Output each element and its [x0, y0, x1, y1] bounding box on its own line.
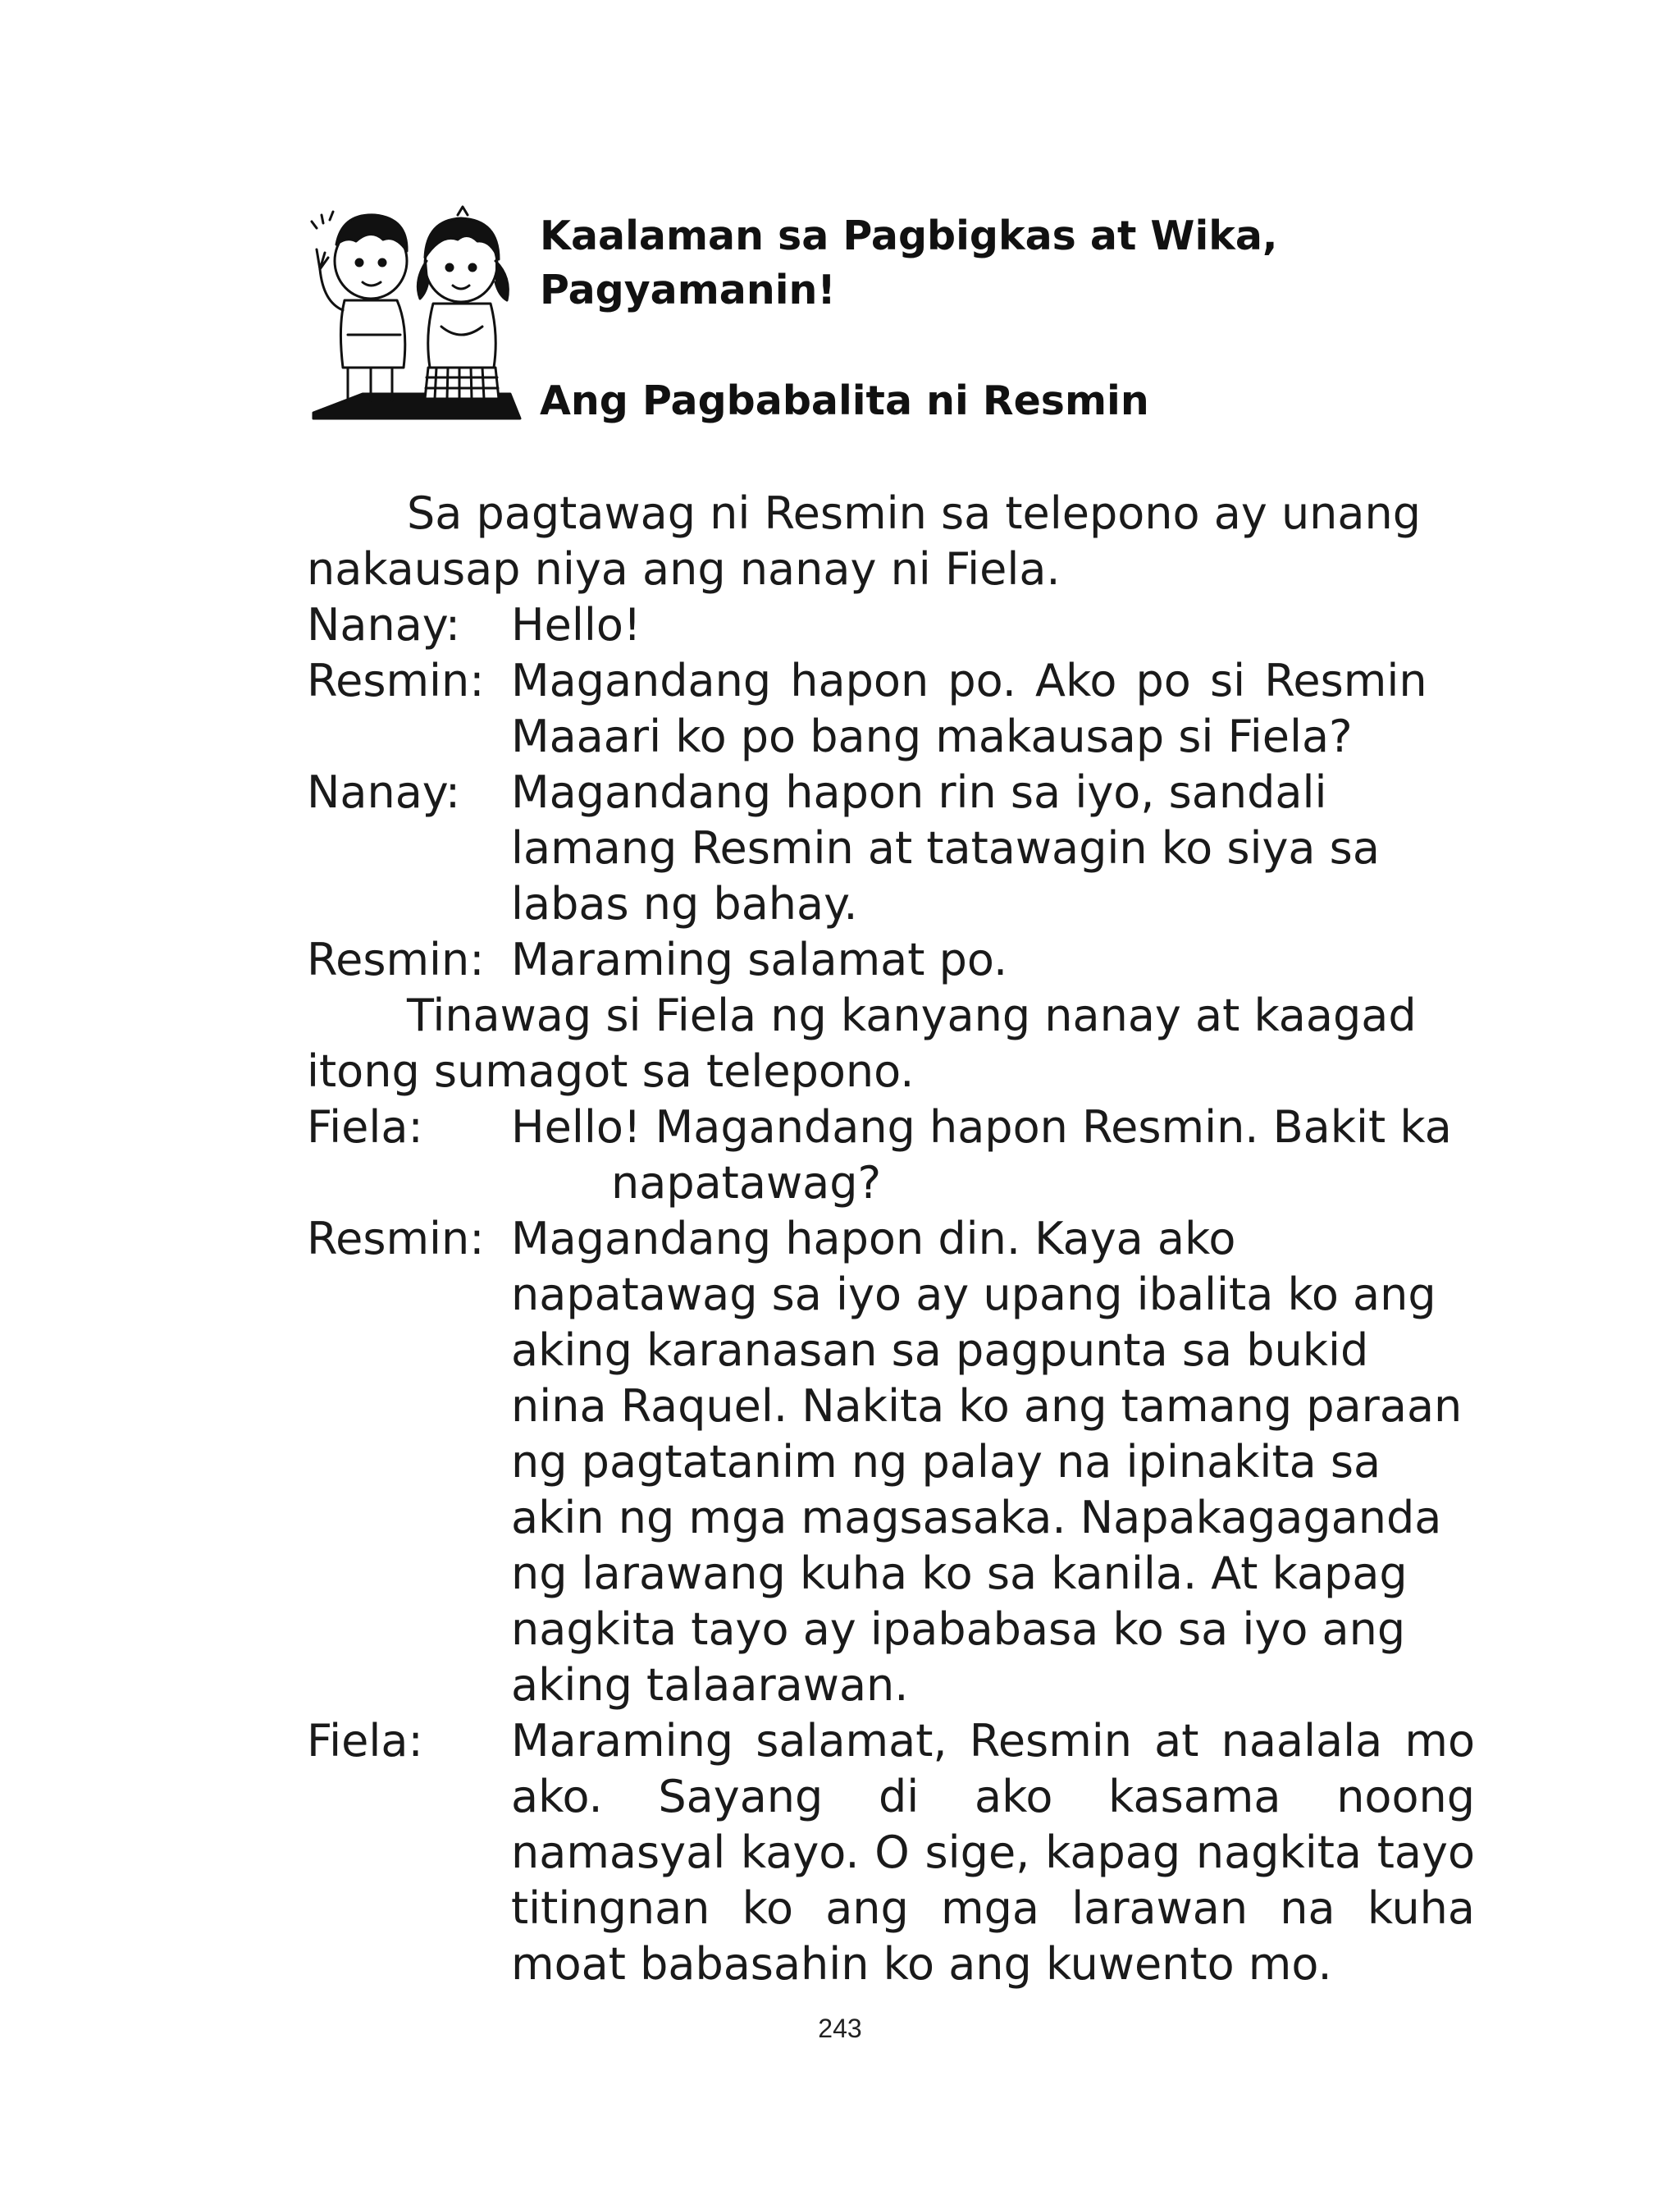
speaker-label: Nanay:: [307, 766, 461, 818]
dialogue-line: Magandang hapon po. Ako po si Resmin: [511, 655, 1427, 706]
dialogue-line: ng pagtatanim ng palay na ipinakita sa: [511, 1436, 1381, 1488]
dialogue-line: Maaari ko po bang makausap si Fiela?: [511, 711, 1353, 762]
narration-paragraph-1-line-1: Sa pagtawag ni Resmin sa telepono ay unang: [407, 487, 1421, 539]
dialogue-line: ako. Sayang di ako kasama noong: [511, 1771, 1475, 1822]
dialogue-line: lamang Resmin at tatawagin ko siya sa: [511, 822, 1380, 874]
narration-paragraph-1-line-2: nakausap niya ang nanay ni Fiela.: [307, 543, 1061, 595]
speaker-label: Fiela:: [307, 1101, 423, 1153]
dialogue-line: Hello!: [511, 599, 641, 651]
dialogue-line: napatawag?: [611, 1157, 882, 1209]
dialogue-line: Hello! Magandang hapon Resmin. Bakit ka: [511, 1101, 1452, 1153]
dialogue-line: napatawag sa iyo ay upang ibalita ko ang: [511, 1269, 1436, 1320]
speaker-label: Resmin:: [307, 1213, 485, 1264]
dialogue-line: aking talaarawan.: [511, 1659, 909, 1711]
dialogue-line: ng larawang kuha ko sa kanila. At kapag: [511, 1548, 1408, 1599]
dialogue-line: labas ng bahay.: [511, 878, 858, 930]
dialogue-line: moat babasahin ko ang kuwento mo.: [511, 1938, 1332, 1990]
dialogue-line: akin ng mga magsasaka. Napakagaganda: [511, 1492, 1442, 1543]
dialogue-line: Maraming salamat, Resmin at naalala mo: [511, 1715, 1475, 1767]
dialogue-line: titingnan ko ang mga larawan na kuha: [511, 1882, 1475, 1934]
dialogue-line: Magandang hapon din. Kaya ako: [511, 1213, 1236, 1264]
section-heading-line2: Pagyamanin!: [540, 267, 836, 313]
speaker-label: Fiela:: [307, 1715, 423, 1767]
dialogue-line: aking karanasan sa pagpunta sa bukid: [511, 1324, 1369, 1376]
speaker-label: Nanay:: [307, 599, 461, 651]
speaker-label: Resmin:: [307, 655, 485, 706]
dialogue-line: nagkita tayo ay ipababasa ko sa iyo ang: [511, 1603, 1406, 1655]
dialogue-line: Maraming salamat po.: [511, 934, 1008, 985]
narration-paragraph-2-line-1: Tinawag si Fiela ng kanyang nanay at kaagad: [407, 990, 1417, 1041]
section-heading-line1: Kaalaman sa Pagbigkas at Wika,: [540, 213, 1278, 259]
two-children-illustration: [305, 203, 527, 433]
speaker-label: Resmin:: [307, 934, 485, 985]
dialogue-line: Magandang hapon rin sa iyo, sandali: [511, 766, 1327, 818]
page-number: 243: [818, 2014, 862, 2043]
narration-paragraph-2-line-2: itong sumagot sa telepono.: [307, 1045, 915, 1097]
dialogue-line: namasyal kayo. O sige, kapag nagkita tayo: [511, 1827, 1475, 1878]
story-title: Ang Pagbabalita ni Resmin: [540, 377, 1149, 424]
dialogue-line: nina Raquel. Nakita ko ang tamang paraan: [511, 1380, 1463, 1432]
